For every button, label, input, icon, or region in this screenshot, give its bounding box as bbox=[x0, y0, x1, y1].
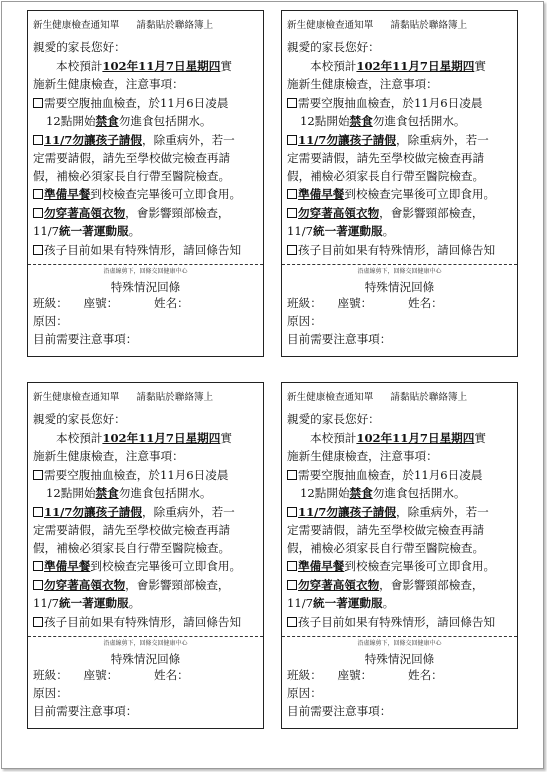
field-notes: 目前需要注意事項： bbox=[287, 332, 392, 346]
intro-line-2: 施新生健康檢查，注意事項： bbox=[33, 77, 184, 91]
checkbox[interactable] bbox=[287, 135, 297, 145]
field-reason: 原因： bbox=[33, 686, 68, 700]
notice-card bbox=[281, 10, 518, 357]
item-special: 孩子目前如果有特殊情形，請回條告知 bbox=[33, 614, 241, 630]
item-clothing-line-2: 11/7統一著運動服。 bbox=[33, 596, 141, 610]
exam-date: 102年11月7日星期四 bbox=[356, 431, 475, 445]
field-notes: 目前需要注意事項： bbox=[33, 332, 138, 346]
intro-line-2: 施新生健康檢查，注意事項： bbox=[33, 449, 184, 463]
item-clothing-line-2: 11/7統一著運動服。 bbox=[287, 596, 395, 610]
reply-title: 特殊情況回條 bbox=[364, 280, 435, 294]
cut-note: 沿虛線剪下，回條交回健康中心 bbox=[357, 268, 442, 275]
cut-line bbox=[28, 264, 263, 265]
cut-line bbox=[282, 636, 517, 637]
field-reason: 原因： bbox=[287, 686, 322, 700]
intro-line-2: 施新生健康檢查，注意事項： bbox=[287, 77, 438, 91]
item-clothing: 勿穿著高領衣物，會影響頸部檢查， bbox=[33, 205, 230, 221]
cut-line bbox=[282, 264, 517, 265]
field-class: 班級： bbox=[287, 668, 322, 682]
reply-fields bbox=[33, 295, 189, 311]
field-name: 姓名： bbox=[153, 296, 189, 310]
item-special: 孩子目前如果有特殊情形，請回條告知 bbox=[287, 242, 495, 258]
field-seat: 座號： bbox=[83, 668, 119, 682]
checkbox[interactable] bbox=[287, 561, 297, 571]
notice-card bbox=[27, 10, 264, 357]
field-class: 班級： bbox=[287, 296, 322, 310]
field-notes: 目前需要注意事項： bbox=[287, 704, 392, 718]
field-seat: 座號： bbox=[83, 296, 119, 310]
item-no-leave: 11/7勿讓孩子請假，除重病外，若一 bbox=[33, 132, 235, 148]
reply-fields bbox=[287, 295, 443, 311]
item-no-leave-line-2: 定需要請假，請先至學校做完檢查再請 bbox=[33, 151, 231, 165]
reply-title: 特殊情況回條 bbox=[364, 652, 435, 666]
checkbox[interactable] bbox=[33, 98, 43, 108]
cut-note: 沿虛線剪下，回條交回健康中心 bbox=[103, 640, 188, 647]
item-breakfast: 準備早餐到校檢查完畢後可立即食用。 bbox=[287, 558, 495, 574]
intro-line: 本校預計102年11月7日星期四實 bbox=[56, 59, 232, 73]
item-fasting: 需要空腹抽血檢查，於11月6日凌晨 bbox=[287, 467, 482, 483]
item-breakfast: 準備早餐到校檢查完畢後可立即食用。 bbox=[33, 186, 241, 202]
field-notes: 目前需要注意事項： bbox=[33, 704, 138, 718]
document-page bbox=[1, 1, 544, 769]
notice-header bbox=[287, 390, 467, 406]
item-no-leave: 11/7勿讓孩子請假，除重病外，若一 bbox=[287, 132, 489, 148]
field-name: 姓名： bbox=[407, 668, 443, 682]
exam-date: 102年11月7日星期四 bbox=[102, 59, 221, 73]
item-fasting-line-2: 12點開始禁食勿進食包括開水。 bbox=[300, 114, 466, 128]
intro-line: 本校預計102年11月7日星期四實 bbox=[56, 431, 232, 445]
field-name: 姓名： bbox=[153, 668, 189, 682]
item-special: 孩子目前如果有特殊情形，請回條告知 bbox=[33, 242, 241, 258]
intro-line-2: 施新生健康檢查，注意事項： bbox=[287, 449, 438, 463]
checkbox[interactable] bbox=[287, 98, 297, 108]
greeting: 親愛的家長您好： bbox=[33, 412, 126, 426]
item-breakfast: 準備早餐到校檢查完畢後可立即食用。 bbox=[33, 558, 241, 574]
notice-header bbox=[33, 390, 213, 406]
intro-line: 本校預計102年11月7日星期四實 bbox=[310, 431, 486, 445]
reply-title: 特殊情況回條 bbox=[110, 280, 181, 294]
item-no-leave: 11/7勿讓孩子請假，除重病外，若一 bbox=[33, 504, 235, 520]
item-special: 孩子目前如果有特殊情形，請回條告知 bbox=[287, 614, 495, 630]
checkbox[interactable] bbox=[287, 617, 297, 627]
checkbox[interactable] bbox=[33, 617, 43, 627]
header-title: 新生健康檢查通知單 bbox=[287, 20, 374, 31]
header-note: 請黏貼於聯絡簿上 bbox=[136, 392, 214, 403]
cut-note: 沿虛線剪下，回條交回健康中心 bbox=[103, 268, 188, 275]
greeting: 親愛的家長您好： bbox=[287, 412, 380, 426]
item-no-leave-line-3: 假，補檢必須家長自行帶至醫院檢查。 bbox=[287, 541, 485, 555]
checkbox[interactable] bbox=[33, 580, 43, 590]
header-title: 新生健康檢查通知單 bbox=[33, 20, 120, 31]
item-clothing: 勿穿著高領衣物，會影響頸部檢查， bbox=[287, 205, 484, 221]
checkbox[interactable] bbox=[287, 470, 297, 480]
field-class: 班級： bbox=[33, 296, 68, 310]
cut-line bbox=[28, 636, 263, 637]
item-clothing: 勿穿著高領衣物，會影響頸部檢查， bbox=[33, 577, 230, 593]
reply-fields bbox=[287, 667, 443, 683]
item-no-leave-line-2: 定需要請假，請先至學校做完檢查再請 bbox=[287, 523, 485, 537]
item-clothing-line-2: 11/7統一著運動服。 bbox=[33, 224, 141, 238]
item-clothing-line-2: 11/7統一著運動服。 bbox=[287, 224, 395, 238]
checkbox[interactable] bbox=[33, 208, 43, 218]
cut-note: 沿虛線剪下，回條交回健康中心 bbox=[357, 640, 442, 647]
notice-card bbox=[27, 382, 264, 729]
checkbox[interactable] bbox=[33, 245, 43, 255]
item-fasting-line-2: 12點開始禁食勿進食包括開水。 bbox=[46, 114, 212, 128]
intro-line: 本校預計102年11月7日星期四實 bbox=[310, 59, 486, 73]
item-fasting: 需要空腹抽血檢查，於11月6日凌晨 bbox=[33, 467, 228, 483]
notice-card bbox=[281, 382, 518, 729]
notice-header bbox=[33, 18, 213, 34]
field-reason: 原因： bbox=[287, 314, 322, 328]
checkbox[interactable] bbox=[33, 189, 43, 199]
checkbox[interactable] bbox=[33, 561, 43, 571]
checkbox[interactable] bbox=[287, 507, 297, 517]
item-no-leave-line-3: 假，補檢必須家長自行帶至醫院檢查。 bbox=[33, 169, 231, 183]
checkbox[interactable] bbox=[33, 135, 43, 145]
checkbox[interactable] bbox=[33, 470, 43, 480]
item-breakfast: 準備早餐到校檢查完畢後可立即食用。 bbox=[287, 186, 495, 202]
exam-date: 102年11月7日星期四 bbox=[356, 59, 475, 73]
exam-date: 102年11月7日星期四 bbox=[102, 431, 221, 445]
item-no-leave-line-3: 假，補檢必須家長自行帶至醫院檢查。 bbox=[287, 169, 485, 183]
greeting: 親愛的家長您好： bbox=[287, 40, 380, 54]
checkbox[interactable] bbox=[33, 507, 43, 517]
item-fasting-line-2: 12點開始禁食勿進食包括開水。 bbox=[300, 486, 466, 500]
header-note: 請黏貼於聯絡簿上 bbox=[390, 392, 468, 403]
header-title: 新生健康檢查通知單 bbox=[33, 392, 120, 403]
field-class: 班級： bbox=[33, 668, 68, 682]
reply-title: 特殊情況回條 bbox=[110, 652, 181, 666]
checkbox[interactable] bbox=[287, 208, 297, 218]
notice-header bbox=[287, 18, 467, 34]
checkbox[interactable] bbox=[287, 189, 297, 199]
checkbox[interactable] bbox=[287, 580, 297, 590]
field-seat: 座號： bbox=[337, 668, 373, 682]
field-seat: 座號： bbox=[337, 296, 373, 310]
item-no-leave: 11/7勿讓孩子請假，除重病外，若一 bbox=[287, 504, 489, 520]
item-fasting-line-2: 12點開始禁食勿進食包括開水。 bbox=[46, 486, 212, 500]
checkbox[interactable] bbox=[287, 245, 297, 255]
item-fasting: 需要空腹抽血檢查，於11月6日凌晨 bbox=[287, 95, 482, 111]
item-clothing: 勿穿著高領衣物，會影響頸部檢查， bbox=[287, 577, 484, 593]
item-no-leave-line-2: 定需要請假，請先至學校做完檢查再請 bbox=[287, 151, 485, 165]
item-no-leave-line-2: 定需要請假，請先至學校做完檢查再請 bbox=[33, 523, 231, 537]
item-no-leave-line-3: 假，補檢必須家長自行帶至醫院檢查。 bbox=[33, 541, 231, 555]
field-reason: 原因： bbox=[33, 314, 68, 328]
reply-fields bbox=[33, 667, 189, 683]
greeting: 親愛的家長您好： bbox=[33, 40, 126, 54]
item-fasting: 需要空腹抽血檢查，於11月6日凌晨 bbox=[33, 95, 228, 111]
header-title: 新生健康檢查通知單 bbox=[287, 392, 374, 403]
header-note: 請黏貼於聯絡簿上 bbox=[136, 20, 214, 31]
header-note: 請黏貼於聯絡簿上 bbox=[390, 20, 468, 31]
field-name: 姓名： bbox=[407, 296, 443, 310]
